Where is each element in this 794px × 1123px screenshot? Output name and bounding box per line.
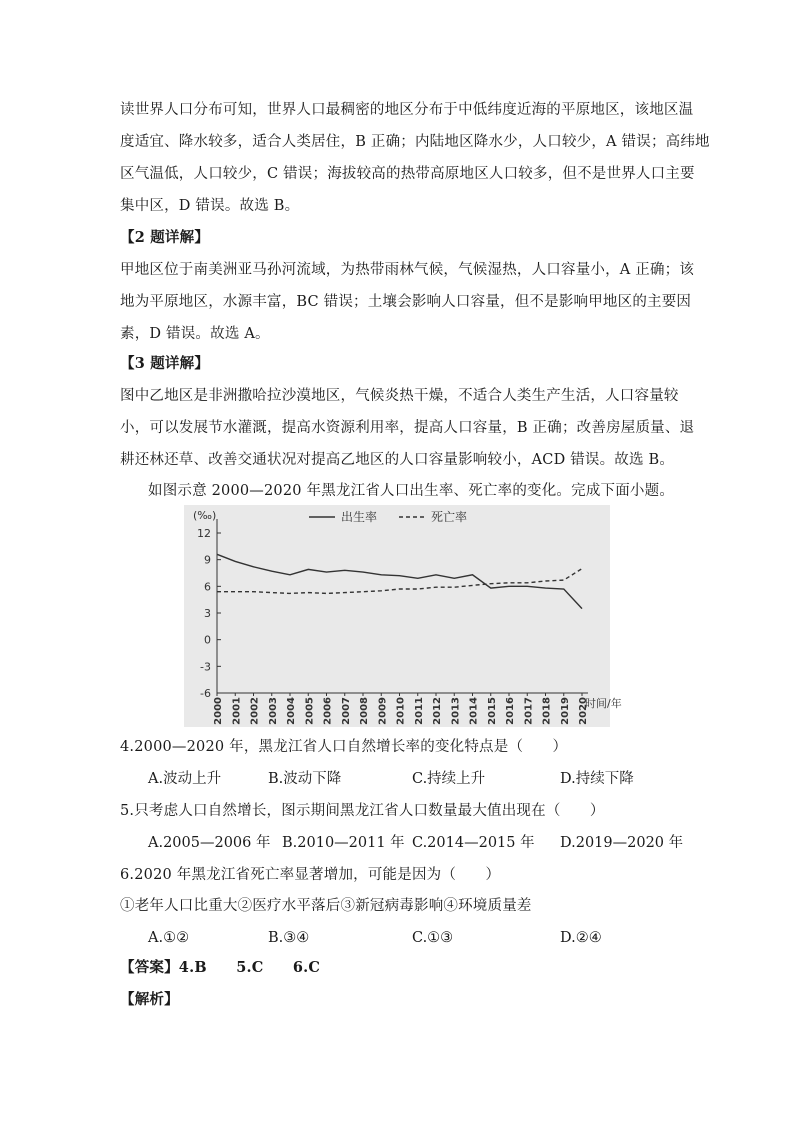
x-tick-label: 2014 — [468, 697, 480, 725]
heading-q2-explanation: 【2 题详解】 — [120, 229, 210, 246]
population-rate-figure — [184, 505, 622, 727]
population-rate-chart — [184, 505, 622, 727]
q6-statements: ①老年人口比重大②医疗水平落后③新冠病毒影响④环境质量差 — [120, 898, 532, 914]
x-tick-label: 2006 — [322, 697, 334, 725]
q5-option-d: D.2019—2020 年 — [560, 835, 684, 851]
para1-line4: 集中区，D 错误。故选 B。 — [120, 198, 300, 214]
x-tick-label: 2013 — [450, 697, 462, 725]
death-rate-line — [217, 569, 582, 594]
y-tick-label: 12 — [197, 527, 211, 540]
q6-option-a: A.①② — [148, 930, 190, 946]
x-tick-label: 2010 — [395, 697, 407, 725]
q4-option-c: C.持续上升 — [412, 771, 486, 787]
para2-line1: 甲地区位于南美洲亚马孙河流域，为热带雨林气候，气候湿热，人口容量小，A 正确；该 — [120, 262, 695, 278]
x-tick-label: 2012 — [432, 697, 443, 725]
y-tick-label: -6 — [200, 687, 211, 700]
question-6: 6.2020 年黑龙江省死亡率显著增加，可能是因为（ ） — [120, 867, 501, 883]
y-tick-label: 0 — [204, 633, 211, 647]
y-tick-label: 9 — [204, 553, 211, 567]
heading-q3-explanation: 【3 题详解】 — [120, 355, 210, 372]
x-tick-label: 2017 — [523, 697, 535, 725]
y-tick-label: 6 — [204, 580, 211, 594]
q4-option-d: D.持续下降 — [560, 771, 634, 787]
chart-intro: 如图示意 2000—2020 年黑龙江省人口出生率、死亡率的变化。完成下面小题。 — [148, 483, 675, 499]
x-tick-label: 2000 — [213, 697, 224, 725]
x-tick-label: 2018 — [541, 697, 553, 725]
analysis-heading: 【解析】 — [120, 991, 179, 1008]
x-tick-label: 2015 — [486, 697, 498, 725]
x-tick-label: 2007 — [340, 697, 352, 725]
x-tick-label: 2011 — [413, 697, 425, 725]
x-axis-label: 时间/年 — [585, 697, 622, 710]
q5-option-c: C.2014—2015 年 — [412, 835, 535, 851]
x-tick-label: 2003 — [267, 697, 279, 725]
y-tick-label: 3 — [204, 607, 211, 620]
legend-label-birth: 出生率 — [341, 510, 378, 524]
x-tick-label: 2002 — [249, 697, 261, 725]
para3-line3: 耕还林还草、改善交通状况对提高乙地区的人口容量影响较小，ACD 错误。故选 B。 — [120, 452, 675, 468]
para1-line1: 读世界人口分布可知，世界人口最稠密的地区分布于中低纬度近海的平原地区，该地区温 — [120, 102, 694, 118]
x-tick-label: 2005 — [304, 697, 316, 725]
q4-option-a: A.波动上升 — [148, 771, 222, 787]
x-tick-label: 2009 — [377, 697, 389, 725]
y-unit-label: (‰) — [193, 509, 217, 522]
y-tick-label: -3 — [200, 660, 211, 674]
question-5: 5.只考虑人口自然增长，图示期间黑龙江省人口数量最大值出现在（ ） — [120, 803, 605, 819]
x-tick-label: 2019 — [559, 697, 571, 725]
answer-line: 【答案】4.B 5.C 6.C — [120, 959, 321, 976]
para2-line2: 地为平原地区，水源丰富，BC 错误；土壤会影响人口容量，但不是影响甲地区的主要因 — [120, 294, 692, 310]
q5-option-a: A.2005—2006 年 — [148, 835, 271, 851]
para1-line3: 区气温低，人口较少，C 错误；海拔较高的热带高原地区人口较多，但不是世界人口主要 — [120, 166, 695, 182]
q6-option-b: B.③④ — [268, 930, 310, 946]
q6-option-c: C.①③ — [412, 930, 454, 946]
x-tick-label: 2008 — [359, 697, 370, 725]
x-tick-label: 2001 — [231, 697, 243, 725]
birth-rate-line — [217, 554, 582, 608]
x-tick-label: 2020 — [578, 697, 589, 725]
q5-option-b: B.2010—2011 年 — [282, 835, 405, 851]
x-tick-label: 2004 — [286, 697, 297, 725]
legend-label-death: 死亡率 — [431, 510, 468, 524]
x-tick-label: 2016 — [505, 697, 516, 725]
para3-line1: 图中乙地区是非洲撒哈拉沙漠地区，气候炎热干燥，不适合人类生产生活，人口容量较 — [120, 388, 679, 404]
para3-line2: 小，可以发展节水灌溉，提高水资源利用率，提高人口容量，B 正确；改善房屋质量、退 — [120, 420, 695, 436]
para1-line2: 度适宜、降水较多，适合人类居住，B 正确；内陆地区降水少，人口较少，A 错误；高纬地 — [120, 134, 710, 150]
q4-option-b: B.波动下降 — [268, 771, 342, 787]
para2-line3: 素，D 错误。故选 A。 — [120, 326, 270, 342]
q6-option-d: D.②④ — [560, 930, 602, 946]
question-4: 4.2000—2020 年，黑龙江省人口自然增长率的变化特点是（ ） — [120, 739, 568, 755]
